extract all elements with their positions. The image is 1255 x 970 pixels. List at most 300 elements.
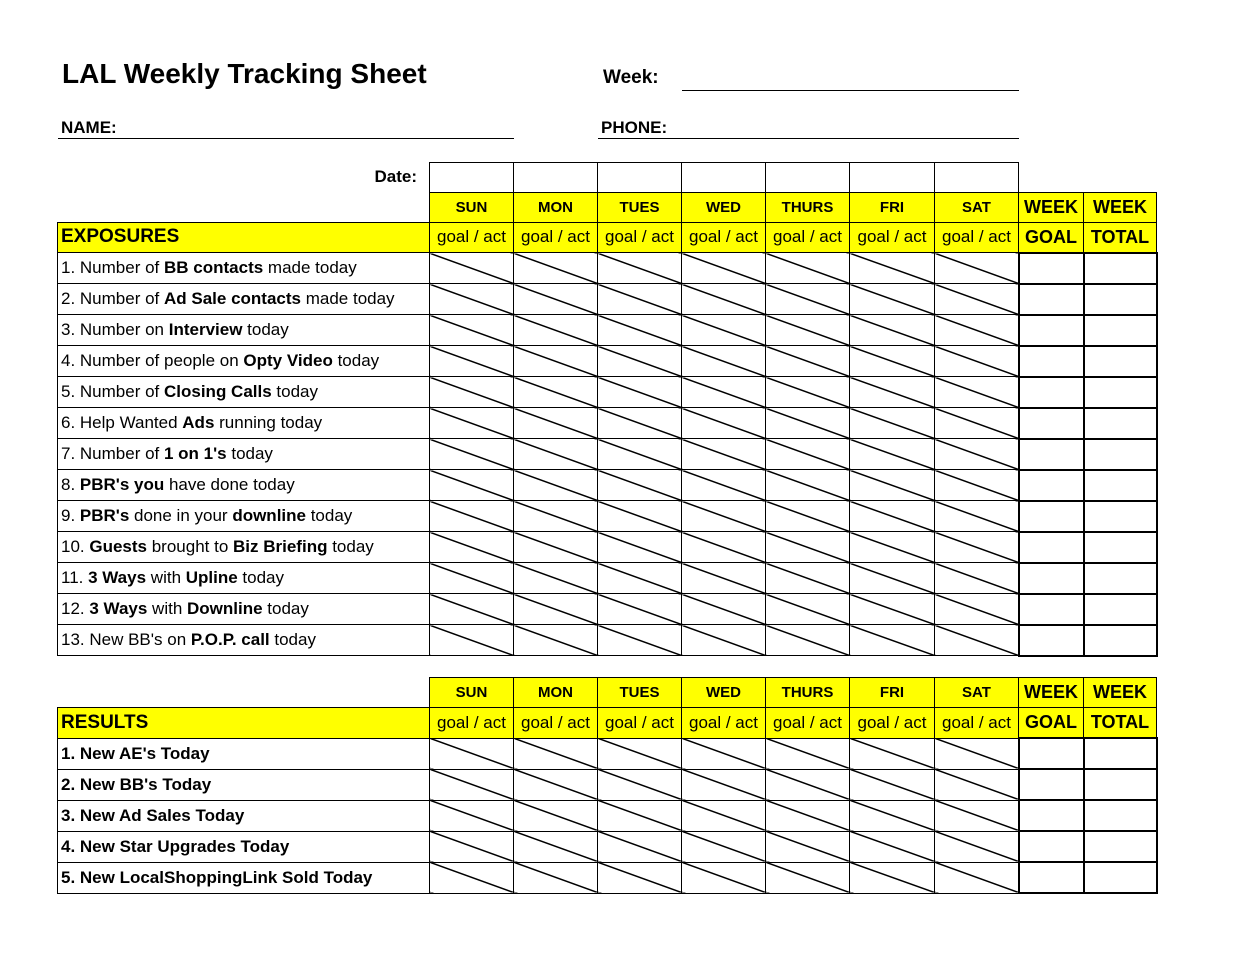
goal-act-cell-mon[interactable] (514, 346, 598, 377)
goal-act-cell-wed[interactable] (682, 594, 766, 625)
goal-act-header: goal / act (766, 708, 850, 739)
row-label-part: done in your (129, 506, 233, 525)
row-label (58, 563, 430, 594)
row-label-part: 3 Ways (88, 568, 147, 587)
goal-act-cell-tues[interactable] (598, 439, 682, 470)
table-row (58, 862, 1157, 893)
goal-act-cell-thurs[interactable] (766, 594, 850, 625)
goal-act-cell-thurs[interactable] (766, 284, 850, 315)
week-goal-cell[interactable] (1019, 532, 1084, 563)
goal-act-cell-tues[interactable] (598, 594, 682, 625)
goal-act-cell-fri[interactable] (850, 625, 935, 656)
goal-act-cell-tues[interactable] (598, 862, 682, 893)
row-label (58, 284, 430, 315)
row-label-part: today (242, 320, 289, 339)
page-title: LAL Weekly Tracking Sheet (62, 58, 427, 89)
goal-act-cell-tues[interactable] (598, 377, 682, 408)
week-total-cell[interactable] (1084, 563, 1157, 594)
row-label-part: 11. (61, 568, 89, 587)
goal-act-cell-sun[interactable] (430, 532, 514, 563)
week-total-header-top: WEEK (1084, 192, 1157, 222)
row-label-part: Upline (185, 568, 238, 587)
goal-act-header: goal / act (682, 708, 766, 739)
goal-act-cell-sat[interactable] (935, 625, 1019, 656)
row-label-part: 4. Number of people on (61, 351, 244, 370)
goal-act-cell-sun[interactable] (430, 284, 514, 315)
goal-act-cell-mon[interactable] (514, 769, 598, 800)
spacer (1019, 163, 1084, 193)
goal-act-cell-tues[interactable] (598, 408, 682, 439)
date-cell-sun[interactable] (430, 163, 514, 193)
table-row (58, 625, 1157, 656)
row-label-part: 3. Number on (61, 320, 169, 339)
goal-act-cell-sat[interactable] (935, 253, 1019, 284)
goal-act-cell-fri[interactable] (850, 470, 935, 501)
row-label (58, 315, 430, 346)
day-header-sat: SAT (935, 192, 1019, 222)
date-cell-tues[interactable] (598, 163, 682, 193)
goal-act-cell-mon[interactable] (514, 501, 598, 532)
week-total-cell[interactable] (1084, 253, 1157, 284)
week-goal-cell[interactable] (1019, 253, 1084, 284)
goal-act-cell-sat[interactable] (935, 769, 1019, 800)
goal-act-cell-thurs[interactable] (766, 563, 850, 594)
goal-act-cell-wed[interactable] (682, 253, 766, 284)
goal-act-cell-thurs[interactable] (766, 501, 850, 532)
row-label-part: today (269, 630, 316, 649)
goal-act-cell-wed[interactable] (682, 346, 766, 377)
goal-act-cell-wed[interactable] (682, 625, 766, 656)
goal-act-cell-thurs[interactable] (766, 769, 850, 800)
goal-act-cell-thurs[interactable] (766, 439, 850, 470)
goal-act-cell-wed[interactable] (682, 563, 766, 594)
goal-act-cell-sat[interactable] (935, 284, 1019, 315)
week-goal-cell[interactable] (1019, 800, 1084, 831)
goal-act-cell-thurs[interactable] (766, 470, 850, 501)
row-label-part: Biz Briefing (233, 537, 328, 556)
row-label: 5. New LocalShoppingLink Sold Today (58, 862, 430, 893)
goal-act-cell-sun[interactable] (430, 470, 514, 501)
table-row (58, 346, 1157, 377)
row-label-part: 1. Number of (61, 258, 164, 277)
row-label-part: with (147, 599, 188, 618)
goal-act-cell-thurs[interactable] (766, 253, 850, 284)
goal-act-cell-fri[interactable] (850, 408, 935, 439)
row-label-part: today (271, 382, 318, 401)
table-row (58, 532, 1157, 563)
goal-act-cell-sat[interactable] (935, 738, 1019, 769)
goal-act-cell-sat[interactable] (935, 831, 1019, 862)
goal-act-cell-wed[interactable] (682, 377, 766, 408)
goal-act-cell-thurs[interactable] (766, 532, 850, 563)
day-header-thurs: THURS (766, 678, 850, 708)
week-total-cell[interactable] (1084, 769, 1157, 800)
row-label (58, 253, 430, 284)
goal-act-cell-thurs[interactable] (766, 800, 850, 831)
goal-act-cell-mon[interactable] (514, 253, 598, 284)
goal-act-header: goal / act (430, 222, 514, 253)
goal-act-cell-sun[interactable] (430, 253, 514, 284)
week-goal-cell[interactable] (1019, 831, 1084, 862)
goal-act-cell-fri[interactable] (850, 800, 935, 831)
row-label-part: 6. Help Wanted (61, 413, 183, 432)
goal-act-cell-wed[interactable] (682, 862, 766, 893)
goal-act-cell-sat[interactable] (935, 315, 1019, 346)
row-label (58, 346, 430, 377)
week-total-cell[interactable] (1084, 625, 1157, 656)
goal-act-cell-sun[interactable] (430, 625, 514, 656)
goal-act-cell-sun[interactable] (430, 315, 514, 346)
week-total-cell[interactable] (1084, 800, 1157, 831)
day-header-sun: SUN (430, 678, 514, 708)
table-row (58, 769, 1157, 800)
goal-act-cell-wed[interactable] (682, 532, 766, 563)
goal-act-cell-fri[interactable] (850, 315, 935, 346)
row-label-part: made today (263, 258, 357, 277)
week-label: Week: (603, 67, 659, 88)
goal-act-cell-sun[interactable] (430, 439, 514, 470)
table-row (58, 470, 1157, 501)
row-label: 4. New Star Upgrades Today (58, 831, 430, 862)
week-total-cell[interactable] (1084, 594, 1157, 625)
row-label-part: 2. Number of (61, 289, 164, 308)
name-field[interactable] (58, 138, 514, 139)
row-label-part: today (305, 506, 353, 525)
phone-field[interactable] (598, 138, 1019, 139)
goal-act-cell-mon[interactable] (514, 408, 598, 439)
week-goal-cell[interactable] (1019, 408, 1084, 439)
date-cell-sat[interactable] (935, 163, 1019, 193)
row-label-part: 5. Number of (61, 382, 164, 401)
week-goal-header-top: WEEK (1019, 192, 1084, 222)
goal-act-cell-wed[interactable] (682, 738, 766, 769)
row-label-part: have done today (164, 475, 295, 494)
row-label-part: PBR's you (79, 475, 165, 494)
goal-act-cell-tues[interactable] (598, 831, 682, 862)
table-row (58, 501, 1157, 532)
week-goal-cell[interactable] (1019, 315, 1084, 346)
day-header-fri: FRI (850, 192, 935, 222)
goal-act-cell-wed[interactable] (682, 769, 766, 800)
goal-act-cell-fri[interactable] (850, 439, 935, 470)
goal-act-cell-wed[interactable] (682, 408, 766, 439)
row-label-part: 12. (61, 599, 90, 618)
table-row (58, 800, 1157, 831)
goal-act-cell-fri[interactable] (850, 253, 935, 284)
row-label-part: Closing Calls (164, 382, 272, 401)
goal-act-cell-thurs[interactable] (766, 315, 850, 346)
day-header-sun: SUN (430, 192, 514, 222)
goal-act-cell-sat[interactable] (935, 470, 1019, 501)
week-goal-cell[interactable] (1019, 470, 1084, 501)
row-label-part: Interview (168, 320, 243, 339)
goal-act-cell-fri[interactable] (850, 831, 935, 862)
goal-act-cell-fri[interactable] (850, 769, 935, 800)
section-heading: RESULTS (58, 708, 430, 739)
row-label-part: today (327, 537, 374, 556)
row-label-part: 13. New BB's on (61, 630, 191, 649)
goal-act-cell-sun[interactable] (430, 831, 514, 862)
goal-act-cell-fri[interactable] (850, 501, 935, 532)
goal-act-header: goal / act (935, 222, 1019, 253)
goal-act-cell-tues[interactable] (598, 738, 682, 769)
week-goal-cell[interactable] (1019, 501, 1084, 532)
goal-act-cell-mon[interactable] (514, 831, 598, 862)
week-total-cell[interactable] (1084, 831, 1157, 862)
week-goal-cell[interactable] (1019, 377, 1084, 408)
day-header-sat: SAT (935, 678, 1019, 708)
goal-act-cell-thurs[interactable] (766, 862, 850, 893)
goal-act-cell-sat[interactable] (935, 800, 1019, 831)
goal-act-cell-sat[interactable] (935, 532, 1019, 563)
row-label (58, 408, 430, 439)
week-goal-cell[interactable] (1019, 862, 1084, 893)
goal-act-cell-sat[interactable] (935, 439, 1019, 470)
goal-act-cell-fri[interactable] (850, 346, 935, 377)
week-goal-cell[interactable] (1019, 563, 1084, 594)
week-goal-cell[interactable] (1019, 625, 1084, 656)
goal-act-cell-sun[interactable] (430, 862, 514, 893)
goal-act-cell-tues[interactable] (598, 532, 682, 563)
goal-act-cell-fri[interactable] (850, 532, 935, 563)
goal-act-cell-sat[interactable] (935, 346, 1019, 377)
section-heading: EXPOSURES (58, 222, 430, 253)
goal-act-cell-mon[interactable] (514, 594, 598, 625)
goal-act-cell-sat[interactable] (935, 594, 1019, 625)
row-label-part: today (237, 568, 285, 587)
row-label (58, 377, 430, 408)
goal-act-cell-sun[interactable] (430, 769, 514, 800)
table-row (58, 563, 1157, 594)
goal-act-cell-tues[interactable] (598, 315, 682, 346)
goal-act-cell-mon[interactable] (514, 625, 598, 656)
row-label-part: brought to (147, 537, 234, 556)
week-goal-cell[interactable] (1019, 284, 1084, 315)
row-label (58, 625, 430, 656)
goal-act-cell-sat[interactable] (935, 408, 1019, 439)
goal-act-cell-sun[interactable] (430, 738, 514, 769)
goal-act-cell-sat[interactable] (935, 563, 1019, 594)
goal-act-cell-wed[interactable] (682, 284, 766, 315)
row-label-part: P.O.P. call (190, 630, 270, 649)
goal-act-cell-wed[interactable] (682, 470, 766, 501)
row-label-part: today (332, 351, 380, 370)
goal-act-cell-thurs[interactable] (766, 625, 850, 656)
goal-act-cell-mon[interactable] (514, 862, 598, 893)
goal-act-header: goal / act (935, 708, 1019, 739)
goal-act-cell-sun[interactable] (430, 501, 514, 532)
goal-act-header: goal / act (850, 708, 935, 739)
goal-act-cell-fri[interactable] (850, 738, 935, 769)
goal-act-header: goal / act (430, 708, 514, 739)
date-cell-wed[interactable] (682, 163, 766, 193)
row-label (58, 501, 430, 532)
goal-act-header: goal / act (598, 222, 682, 253)
row-label-part: today (262, 599, 309, 618)
week-goal-header-top: WEEK (1019, 678, 1084, 708)
table-row (58, 594, 1157, 625)
goal-act-header: goal / act (850, 222, 935, 253)
row-label-part: Ads (182, 413, 215, 432)
results-table (57, 677, 1158, 894)
goal-act-cell-mon[interactable] (514, 563, 598, 594)
goal-act-cell-tues[interactable] (598, 800, 682, 831)
goal-act-cell-sun[interactable] (430, 408, 514, 439)
day-header-mon: MON (514, 678, 598, 708)
goal-act-cell-sun[interactable] (430, 594, 514, 625)
exposures-table (57, 162, 1158, 657)
goal-act-cell-sun[interactable] (430, 377, 514, 408)
goal-act-cell-fri[interactable] (850, 284, 935, 315)
row-label: 1. New AE's Today (58, 738, 430, 769)
goal-act-cell-tues[interactable] (598, 769, 682, 800)
goal-act-cell-wed[interactable] (682, 439, 766, 470)
table-row (58, 831, 1157, 862)
goal-act-cell-sun[interactable] (430, 800, 514, 831)
goal-act-cell-fri[interactable] (850, 594, 935, 625)
day-header-wed: WED (682, 678, 766, 708)
goal-act-cell-mon[interactable] (514, 315, 598, 346)
goal-act-cell-thurs[interactable] (766, 377, 850, 408)
goal-act-cell-thurs[interactable] (766, 408, 850, 439)
week-total-cell[interactable] (1084, 532, 1157, 563)
row-label-part: with (146, 568, 186, 587)
goal-act-cell-tues[interactable] (598, 501, 682, 532)
day-header-tues: TUES (598, 678, 682, 708)
goal-act-cell-tues[interactable] (598, 253, 682, 284)
week-total-cell[interactable] (1084, 738, 1157, 769)
goal-act-header: goal / act (514, 708, 598, 739)
row-label-part: running today (214, 413, 323, 432)
date-cell-fri[interactable] (850, 163, 935, 193)
week-total-cell[interactable] (1084, 470, 1157, 501)
row-label-part: downline (232, 506, 306, 525)
week-total-cell[interactable] (1084, 377, 1157, 408)
row-label-part: 7. Number of (61, 444, 164, 463)
table-row (58, 408, 1157, 439)
goal-act-cell-wed[interactable] (682, 800, 766, 831)
date-cell-thurs[interactable] (766, 163, 850, 193)
week-goal-header: GOAL (1019, 222, 1084, 253)
week-total-cell[interactable] (1084, 346, 1157, 377)
goal-act-cell-sat[interactable] (935, 501, 1019, 532)
spacer (58, 192, 430, 222)
week-total-cell[interactable] (1084, 439, 1157, 470)
name-label: NAME: (61, 118, 117, 137)
goal-act-cell-mon[interactable] (514, 738, 598, 769)
goal-act-cell-sat[interactable] (935, 377, 1019, 408)
goal-act-cell-tues[interactable] (598, 346, 682, 377)
row-label-part: BB contacts (164, 258, 264, 277)
goal-act-cell-wed[interactable] (682, 315, 766, 346)
date-label: Date: (58, 163, 430, 193)
row-label-part: 8. (61, 475, 80, 494)
goal-act-cell-mon[interactable] (514, 284, 598, 315)
day-header-mon: MON (514, 192, 598, 222)
goal-act-cell-fri[interactable] (850, 377, 935, 408)
table-row (58, 377, 1157, 408)
goal-act-cell-mon[interactable] (514, 377, 598, 408)
goal-act-cell-tues[interactable] (598, 563, 682, 594)
goal-act-header: goal / act (766, 222, 850, 253)
table-row (58, 439, 1157, 470)
week-total-header: TOTAL (1084, 708, 1157, 739)
row-label-part: 1 on 1's (164, 444, 227, 463)
week-total-cell[interactable] (1084, 501, 1157, 532)
goal-act-cell-fri[interactable] (850, 563, 935, 594)
goal-act-cell-sun[interactable] (430, 563, 514, 594)
phone-label: PHONE: (601, 118, 668, 137)
week-goal-cell[interactable] (1019, 439, 1084, 470)
goal-act-cell-sat[interactable] (935, 862, 1019, 893)
spacer (1084, 163, 1157, 193)
goal-act-cell-thurs[interactable] (766, 738, 850, 769)
week-total-cell[interactable] (1084, 315, 1157, 346)
week-goal-cell[interactable] (1019, 346, 1084, 377)
row-label (58, 439, 430, 470)
week-goal-cell[interactable] (1019, 738, 1084, 769)
goal-act-cell-tues[interactable] (598, 470, 682, 501)
week-total-header: TOTAL (1084, 222, 1157, 253)
week-goal-cell[interactable] (1019, 769, 1084, 800)
spacer (58, 678, 430, 708)
row-label-part: today (226, 444, 273, 463)
week-field[interactable] (682, 90, 1019, 91)
row-label (58, 594, 430, 625)
goal-act-cell-mon[interactable] (514, 439, 598, 470)
goal-act-header: goal / act (514, 222, 598, 253)
week-goal-header: GOAL (1019, 708, 1084, 739)
row-label-part: Downline (187, 599, 263, 618)
day-header-thurs: THURS (766, 192, 850, 222)
table-row (58, 253, 1157, 284)
goal-act-cell-sun[interactable] (430, 346, 514, 377)
day-header-fri: FRI (850, 678, 935, 708)
goal-act-cell-tues[interactable] (598, 284, 682, 315)
week-total-header-top: WEEK (1084, 678, 1157, 708)
goal-act-cell-thurs[interactable] (766, 831, 850, 862)
goal-act-header: goal / act (598, 708, 682, 739)
goal-act-header: goal / act (682, 222, 766, 253)
row-label (58, 532, 430, 563)
row-label-part: Guests (89, 537, 147, 556)
date-cell-mon[interactable] (514, 163, 598, 193)
week-total-cell[interactable] (1084, 862, 1157, 893)
row-label-part: Opty Video (243, 351, 333, 370)
row-label-part: made today (301, 289, 395, 308)
row-label-part: 3 Ways (89, 599, 148, 618)
goal-act-cell-thurs[interactable] (766, 346, 850, 377)
goal-act-cell-fri[interactable] (850, 862, 935, 893)
row-label: 3. New Ad Sales Today (58, 800, 430, 831)
row-label: 2. New BB's Today (58, 769, 430, 800)
day-header-tues: TUES (598, 192, 682, 222)
table-row (58, 738, 1157, 769)
week-goal-cell[interactable] (1019, 594, 1084, 625)
goal-act-cell-mon[interactable] (514, 532, 598, 563)
goal-act-cell-mon[interactable] (514, 800, 598, 831)
week-total-cell[interactable] (1084, 284, 1157, 315)
goal-act-cell-wed[interactable] (682, 501, 766, 532)
row-label-part: 10. (61, 537, 90, 556)
goal-act-cell-mon[interactable] (514, 470, 598, 501)
goal-act-cell-wed[interactable] (682, 831, 766, 862)
row-label-part: PBR's (79, 506, 130, 525)
week-total-cell[interactable] (1084, 408, 1157, 439)
day-header-wed: WED (682, 192, 766, 222)
table-row (58, 284, 1157, 315)
goal-act-cell-tues[interactable] (598, 625, 682, 656)
